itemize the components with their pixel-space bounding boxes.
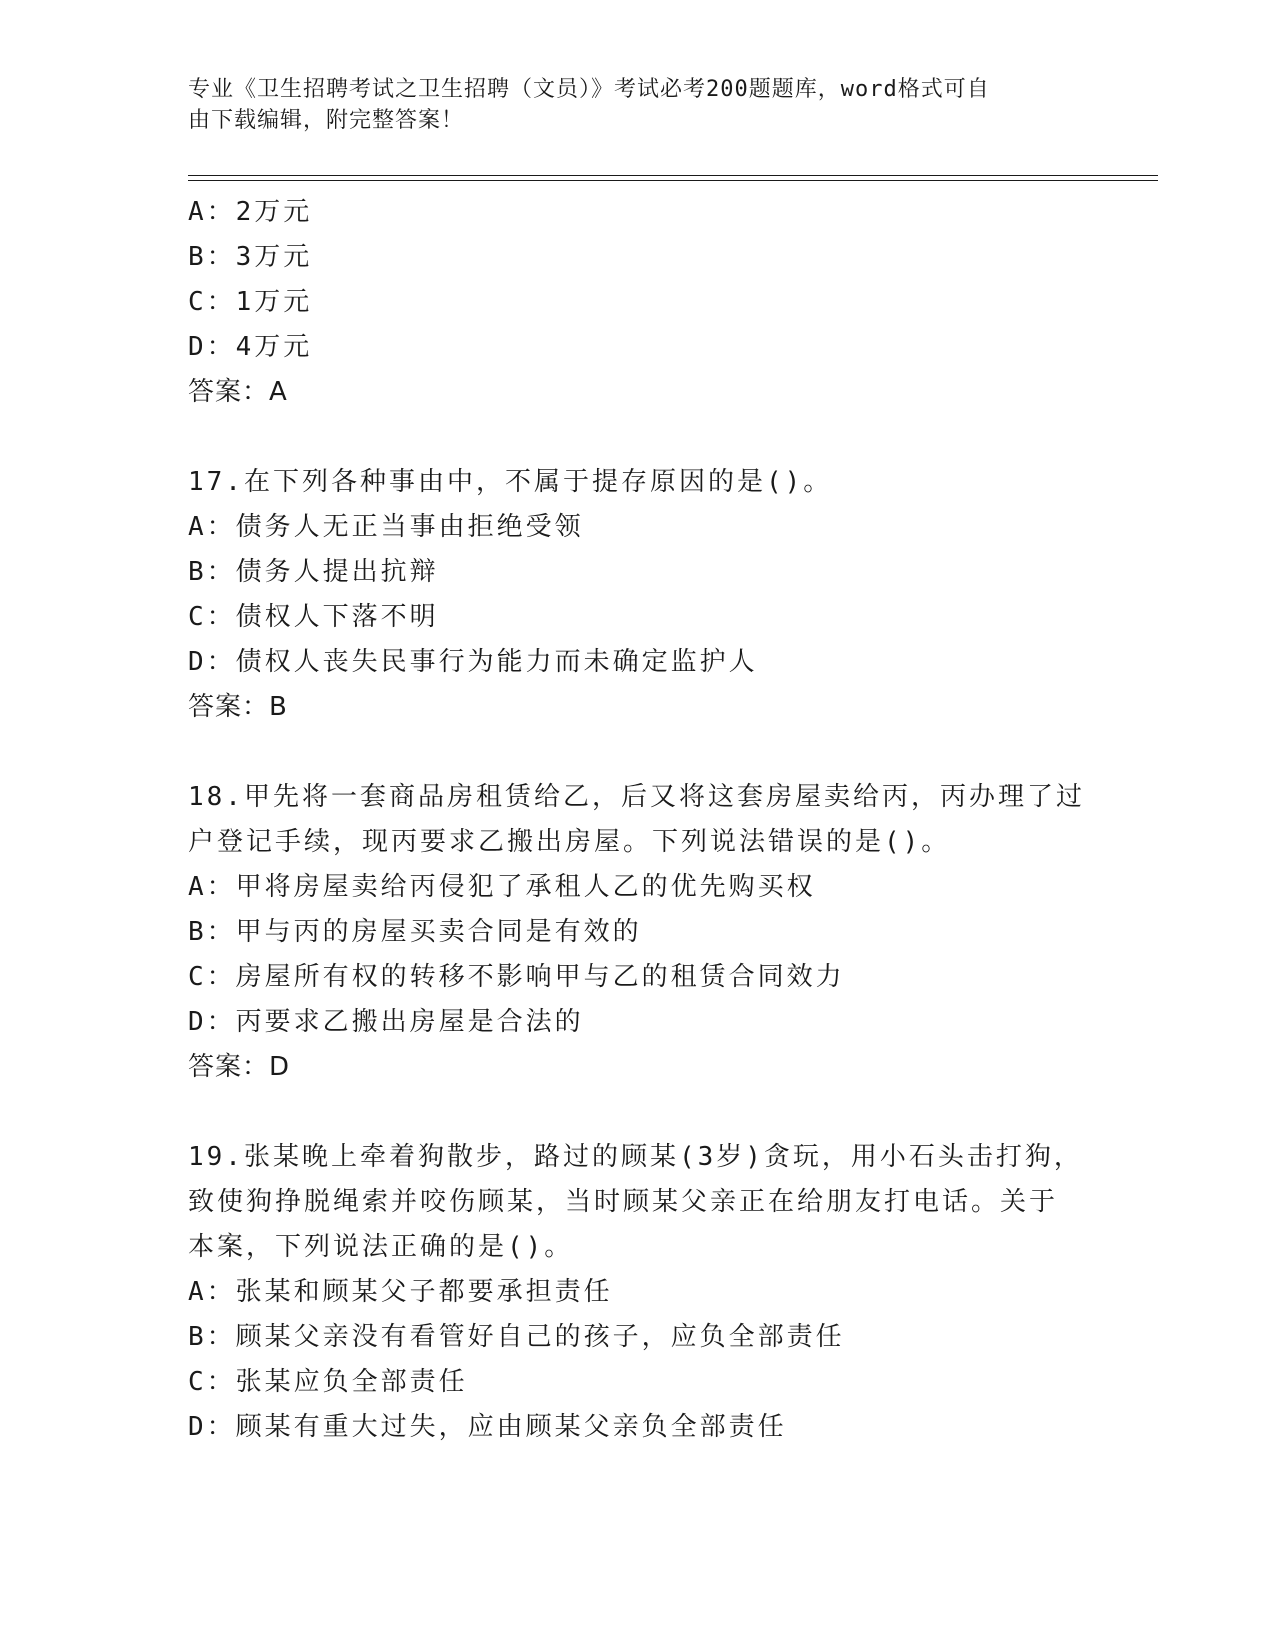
answer-line: 答案：A	[188, 377, 288, 407]
option-c: C：1万元	[188, 287, 313, 317]
option-d: D：债权人丧失民事行为能力而未确定监护人	[188, 647, 758, 677]
option-a: A：2万元	[188, 197, 313, 227]
option-c: C：债权人下落不明	[188, 602, 439, 632]
option-c: C：房屋所有权的转移不影响甲与乙的租赁合同效力	[188, 962, 845, 992]
option-b: B：顾某父亲没有看管好自己的孩子，应负全部责任	[188, 1322, 845, 1352]
question-line: 18.甲先将一套商品房租赁给乙，后又将这套房屋卖给丙，丙办理了过	[188, 782, 1085, 812]
option-d: D：4万元	[188, 332, 313, 362]
question-line: 17.在下列各种事由中，不属于提存原因的是()。	[188, 467, 833, 497]
option-c: C：张某应负全部责任	[188, 1367, 468, 1397]
document-header	[188, 74, 1068, 136]
option-a: A：债务人无正当事由拒绝受领	[188, 512, 584, 542]
header-line-1: 专业《卫生招聘考试之卫生招聘（文员）》考试必考200题题库，word格式可自	[188, 77, 990, 102]
option-b: B：债务人提出抗辩	[188, 557, 439, 587]
header-divider-top	[188, 175, 1158, 176]
option-a: A：甲将房屋卖给丙侵犯了承租人乙的优先购买权	[188, 872, 816, 902]
option-b: B：甲与丙的房屋买卖合同是有效的	[188, 917, 642, 947]
option-b: B：3万元	[188, 242, 313, 272]
question-line: 户登记手续，现丙要求乙搬出房屋。下列说法错误的是()。	[188, 827, 951, 857]
question-stem	[188, 775, 1088, 865]
header-line-2: 由下载编辑，附完整答案！	[188, 108, 465, 133]
option-d: D：丙要求乙搬出房屋是合法的	[188, 1007, 584, 1037]
question-line: 本案，下列说法正确的是()。	[188, 1232, 574, 1262]
question-line: 19.张某晚上牵着狗散步，路过的顾某(3岁)贪玩，用小石头击打狗，	[188, 1142, 1083, 1172]
option-d: D：顾某有重大过失，应由顾某父亲负全部责任	[188, 1412, 787, 1442]
question-stem	[188, 1135, 1088, 1270]
question-list	[188, 190, 1088, 1450]
answer-line: 答案：B	[188, 692, 288, 722]
option-a: A：张某和顾某父子都要承担责任	[188, 1277, 613, 1307]
answer-line: 答案：D	[188, 1052, 291, 1082]
header-divider-bottom	[188, 180, 1158, 181]
question-line: 致使狗挣脱绳索并咬伤顾某，当时顾某父亲正在给朋友打电话。关于	[188, 1187, 1059, 1217]
question-stem	[188, 460, 1088, 505]
